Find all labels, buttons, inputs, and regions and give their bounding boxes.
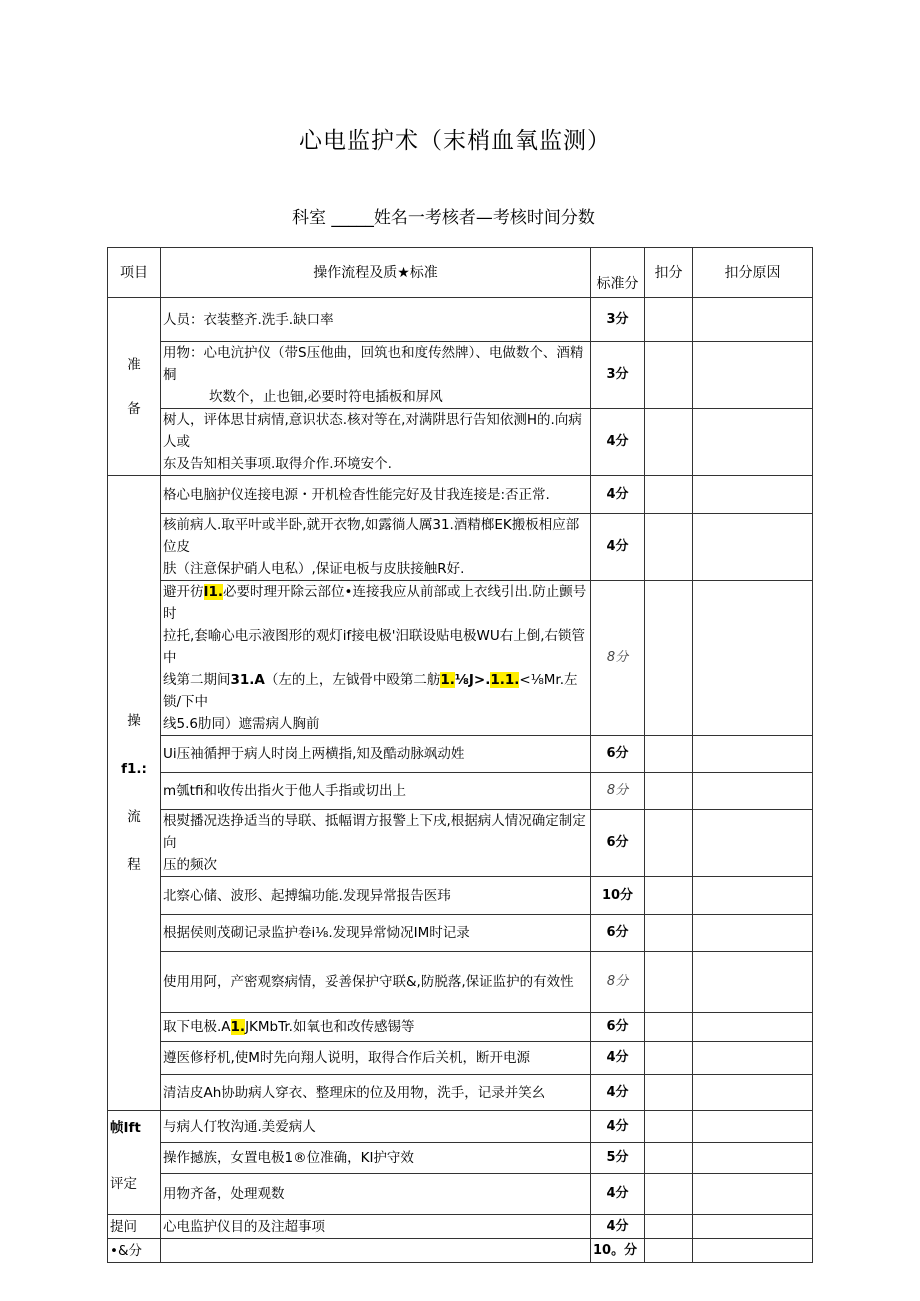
assessment-table [107, 247, 813, 1263]
reason-cell [693, 1042, 813, 1075]
row-score: 8分 [591, 581, 645, 736]
reason-cell [693, 476, 813, 514]
table-row [108, 1143, 813, 1174]
reason-cell [693, 342, 813, 409]
reason-cell [693, 1111, 813, 1143]
reason-cell [693, 514, 813, 581]
page-title: 心电监护术（末梢血氧监测） [299, 128, 611, 154]
deduct-cell [645, 342, 693, 409]
header-item: 项目 [108, 248, 161, 298]
row-text: 格心电脑护仪连接电源・开机检杳性能完好及甘我连接是:否正常. [161, 476, 591, 514]
row-text: 使用用阿，产密观察病情，妥善保护守联&,防脱落,保证监护的有效性 [161, 952, 591, 1013]
reason-cell [693, 877, 813, 915]
row-score: 8分 [591, 952, 645, 1013]
deduct-cell [645, 773, 693, 810]
row-score: 6分 [591, 810, 645, 877]
row-text: 心电监护仪目的及注超事项 [161, 1215, 591, 1239]
total-row [108, 1239, 813, 1263]
deduct-cell [645, 1143, 693, 1174]
deduct-cell [645, 1215, 693, 1239]
table-row [108, 1075, 813, 1111]
table-row [108, 1215, 813, 1239]
deduct-cell [645, 1013, 693, 1042]
table-row [108, 1013, 813, 1042]
reason-cell [693, 915, 813, 952]
row-score: 4分 [591, 409, 645, 476]
total-score: 10。分 [591, 1239, 645, 1263]
row-text: 操作撼族，女置电极1®位准确，KI护守效 [161, 1143, 591, 1174]
header-reason: 扣分原因 [693, 248, 813, 298]
row-text: 用物齐备，处理观数 [161, 1174, 591, 1215]
table-row [108, 810, 813, 877]
deduct-cell [645, 810, 693, 877]
row-score: 3分 [591, 298, 645, 342]
row-text [161, 1239, 591, 1263]
row-score: 4分 [591, 1042, 645, 1075]
table-row [108, 1174, 813, 1215]
highlight-mark: 1.1. [490, 672, 520, 688]
deduct-cell [645, 915, 693, 952]
row-score: 3分 [591, 342, 645, 409]
table-row [108, 476, 813, 514]
row-text: Ui压袖循押于病人时岗上两横指,知及酷动脉飒动姓 [161, 736, 591, 773]
row-score: 10分 [591, 877, 645, 915]
row-score: 4分 [591, 514, 645, 581]
table-row [108, 581, 813, 736]
reason-cell [693, 1239, 813, 1263]
deduct-cell [645, 877, 693, 915]
category-total: •&分 [108, 1239, 161, 1263]
table-row [108, 298, 813, 342]
row-score: 4分 [591, 1075, 645, 1111]
deduct-cell [645, 952, 693, 1013]
deduct-cell [645, 1174, 693, 1215]
deduct-cell [645, 476, 693, 514]
reason-cell [693, 298, 813, 342]
deduct-cell [645, 298, 693, 342]
category-question: 提问 [108, 1215, 161, 1239]
row-text: 人员：衣装整齐.洗手.缺口率 [161, 298, 591, 342]
highlight-mark: I1. [203, 584, 224, 600]
row-text: m瓠tfi和收传出指火于他人手指或切出上 [161, 773, 591, 810]
deduct-cell [645, 1239, 693, 1263]
highlight-mark: 1. [440, 672, 455, 688]
reason-cell [693, 1174, 813, 1215]
table-row [108, 773, 813, 810]
table-row [108, 1111, 813, 1143]
reason-cell [693, 810, 813, 877]
deduct-cell [645, 736, 693, 773]
category-evaluation: 帧Ift 评定 [108, 1111, 161, 1215]
deduct-cell [645, 1075, 693, 1111]
row-score: 6分 [591, 1013, 645, 1042]
table-header-row [108, 248, 813, 298]
table-row [108, 952, 813, 1013]
reason-cell [693, 1075, 813, 1111]
row-score: 6分 [591, 915, 645, 952]
row-text: 北察心储、波形、起搏编功能.发现异常报告医玮 [161, 877, 591, 915]
row-text: 用物：心电沆护仪（带S压他曲，回筑也和度传然牌）、电做数个、酒精桐 坎数个，止也钿,必要时符电插板和屏风 [161, 342, 591, 409]
row-text: 核前病人.取平叶或半卧,就开衣物,如露徜人厲31.酒精榔EK搬板相应部位皮 肤（注意保护硝人电私）,保证电板与皮肤接触R好. [161, 514, 591, 581]
row-score: 4分 [591, 1111, 645, 1143]
row-score: 5分 [591, 1143, 645, 1174]
row-text: 根据侯则茂砌记录监护卷i⅛.发现异常恸况IM时记录 [161, 915, 591, 952]
row-text: 清洁皮Ah协助病人穿衣、整理床的位及用物，洗手，记录并笑幺 [161, 1075, 591, 1111]
row-text: 树人，评体思甘病情,意识状态.核对等在,对满阱思行告知依测H的.向病人或 东及告知相关事项.取得介作.环境安个. [161, 409, 591, 476]
table-row [108, 409, 813, 476]
category-preparation: 准 备 [108, 298, 161, 476]
table-row [108, 342, 813, 409]
header-standard-score: 标准分 [591, 248, 645, 298]
row-text: 与病人仃牧沟通.美爱病人 [161, 1111, 591, 1143]
table-row [108, 877, 813, 915]
deduct-cell [645, 409, 693, 476]
row-score: 4分 [591, 1215, 645, 1239]
row-text: 取下电极.A1.JKMbTr.如氧也和改传感锡等 [161, 1013, 591, 1042]
row-text: 根熨播况迭挣适当的导联、抵幅谓方报警上下戌,根据病人情况确定制定向 压的频次 [161, 810, 591, 877]
table-row [108, 915, 813, 952]
table-row [108, 514, 813, 581]
row-score: 4分 [591, 476, 645, 514]
table-row [108, 736, 813, 773]
table-row [108, 1042, 813, 1075]
subtitle-fields: 科室 _____姓名一考核者—考核时间分数 [292, 208, 595, 228]
header-process: 操作流程及质★标准 [161, 248, 591, 298]
reason-cell [693, 1215, 813, 1239]
reason-cell [693, 773, 813, 810]
category-procedure: 操 f1.: 流 程 [108, 476, 161, 1111]
row-text: 遵医修杼机,使M时先向翔人说明，取得合作后关机，断开电源 [161, 1042, 591, 1075]
row-score: 4分 [591, 1174, 645, 1215]
deduct-cell [645, 514, 693, 581]
deduct-cell [645, 1042, 693, 1075]
reason-cell [693, 409, 813, 476]
reason-cell [693, 1013, 813, 1042]
header-deduct: 扣分 [645, 248, 693, 298]
row-score: 8分 [591, 773, 645, 810]
deduct-cell [645, 581, 693, 736]
highlight-mark: 1. [230, 1019, 246, 1035]
row-text: 避开彷I1.必要时理开除云部位•连接我应从前部或上衣线引出.防止颤号时 拉托,套喻心电示液图形的观灯if接电极'汨联设贴电极WU右上倒,右锁管中 线第二期间31.A（左的上，左钺骨中殴第二舫1.⅛J>.1.1.<⅛Mr.左锁/下中 线5.6肋同）遮需病人胸前 [161, 581, 591, 736]
reason-cell [693, 1143, 813, 1174]
reason-cell [693, 581, 813, 736]
reason-cell [693, 736, 813, 773]
row-score: 6分 [591, 736, 645, 773]
deduct-cell [645, 1111, 693, 1143]
reason-cell [693, 952, 813, 1013]
